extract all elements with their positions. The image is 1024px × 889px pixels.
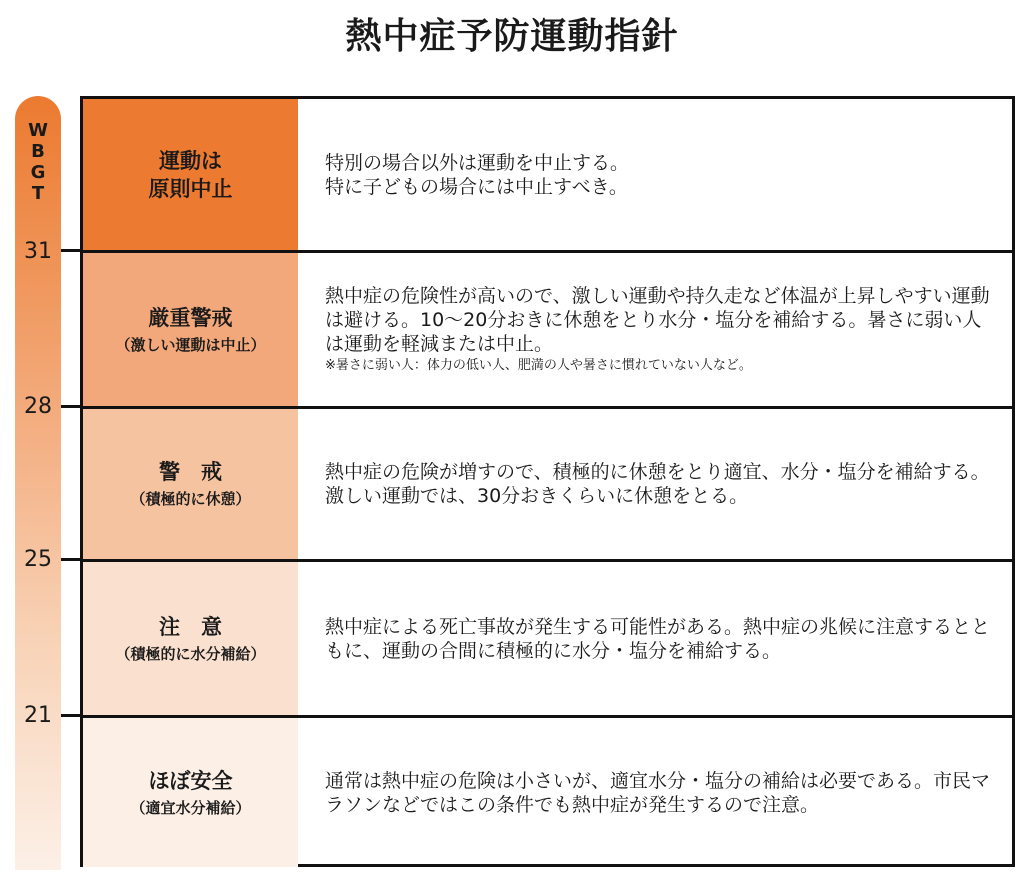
description-cell <box>298 409 1012 559</box>
description-cell <box>298 99 1012 250</box>
wbgt-tick-31: 31 <box>24 239 52 264</box>
level-cell <box>83 562 298 715</box>
description-cell <box>298 253 1012 406</box>
table-row <box>83 250 1012 406</box>
level-title: 運動は <box>159 148 222 173</box>
wbgt-tick-line <box>61 558 81 561</box>
wbgt-tick-28: 28 <box>24 394 52 419</box>
level-subtitle: （積極的に休憩） <box>130 490 251 508</box>
level-subtitle: （積極的に水分補給） <box>115 644 266 663</box>
level-title: 注 意 <box>159 614 222 639</box>
guideline-table <box>80 96 1015 867</box>
description-text: 熱中症の危険性が高いので、激しい運動や持久走など体温が上昇しやすい運動は避ける。10～20分おきに休憩をとり水分・塩分を補給する。暑さに弱い人は運動を軽減または中止。 <box>325 285 990 355</box>
level-subtitle: （激しい運動は中止） <box>115 335 266 354</box>
page-title: 熱中症予防運動指針 <box>345 16 679 57</box>
description-text: 熱中症の危険が増すので、積極的に休憩をとり適宜、水分・塩分を補給する。激しい運動では、30分おきくらいに休憩をとる。 <box>325 461 990 507</box>
wbgt-letter: G <box>30 162 46 183</box>
wbgt-letter: W <box>28 120 48 141</box>
description-text: 特別の場合以外は運動を中止する。 特に子どもの場合には中止すべき。 <box>325 151 630 198</box>
level-title: 厳重警戒 <box>148 305 233 330</box>
wbgt-tick-21: 21 <box>24 703 52 728</box>
level-cell <box>83 409 298 559</box>
table-row <box>83 715 1012 867</box>
table-row <box>83 559 1012 715</box>
description-note: ※暑さに弱い人：体力の低い人、肥満の人や暑さに慣れていない人など。 <box>325 358 752 373</box>
level-cell <box>83 718 298 867</box>
wbgt-letter: T <box>31 183 45 204</box>
description-text: 通常は熱中症の危険は小さいが、適宜水分・塩分の補給は必要である。市民マラソンなどではこの条件でも熱中症が発生するので注意。 <box>325 769 991 816</box>
level-subtitle: （適宜水分補給） <box>130 798 251 817</box>
wbgt-tick-line <box>61 405 81 408</box>
description-cell <box>298 718 1012 867</box>
level-title: ほぼ安全 <box>148 768 233 793</box>
level-title: 警 戒 <box>159 460 222 484</box>
wbgt-letter: B <box>31 141 45 162</box>
description-cell <box>298 562 1012 715</box>
table-row <box>83 406 1012 559</box>
table-row <box>83 99 1012 250</box>
wbgt-tick-line <box>61 249 81 252</box>
wbgt-axis-label <box>15 120 61 204</box>
wbgt-tick-25: 25 <box>24 547 52 572</box>
level-cell <box>83 253 298 406</box>
wbgt-scale-bar <box>15 96 61 870</box>
level-title: 原則中止 <box>148 176 233 201</box>
level-cell <box>83 99 298 250</box>
wbgt-tick-line <box>61 714 81 717</box>
description-text: 熱中症による死亡事故が発生する可能性がある。熱中症の兆候に注意するとともに、運動の合間に積極的に水分・塩分を補給する。 <box>325 615 991 662</box>
